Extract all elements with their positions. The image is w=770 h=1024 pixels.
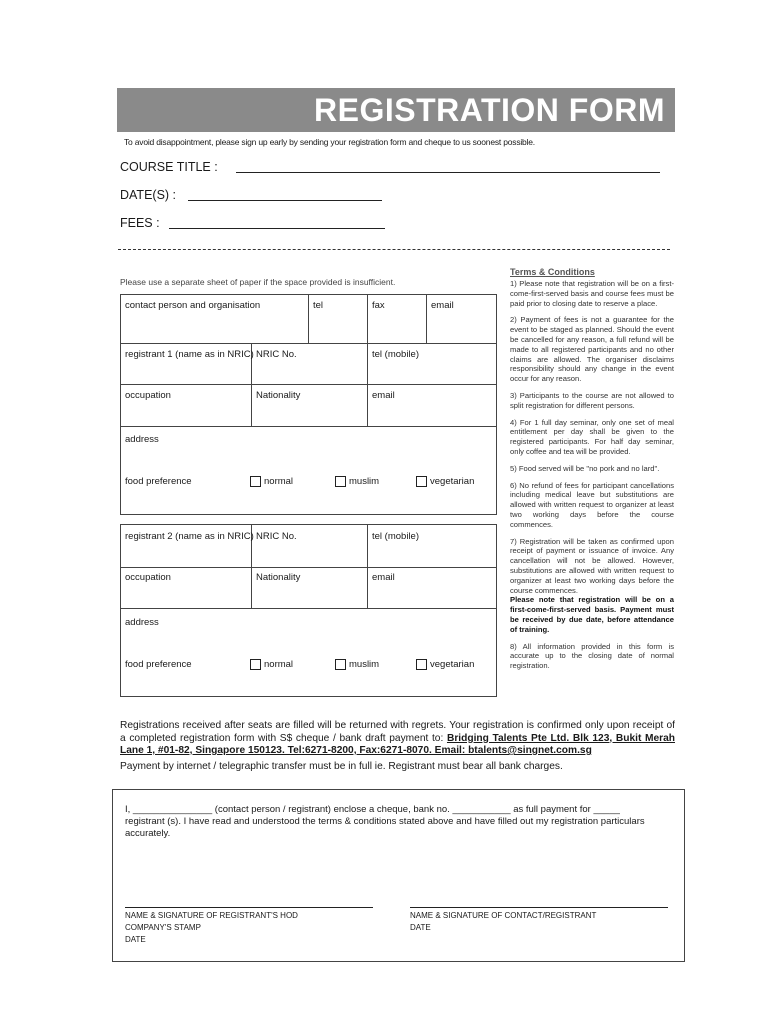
registrant-2-normal-checkbox[interactable]: [250, 659, 261, 670]
registrant-2-name-label: registrant 2 (name as in NRIC): [125, 531, 254, 542]
cut-line: [118, 249, 670, 250]
registrant-2-occupation-label: occupation: [125, 572, 171, 583]
registrant-2-mobile-label: tel (mobile): [372, 531, 419, 542]
registrant-2-muslim-label: muslim: [349, 659, 380, 670]
term-7-bold: Please note that registration will be on a first-come-first-served basis. Payment must be received by due date, before attendance of training.: [510, 595, 674, 634]
registrant-1-nationality-label: Nationality: [256, 390, 301, 401]
registrant-2-email-label: email: [372, 572, 395, 583]
registrant-2-box: [120, 524, 497, 697]
registrant-1-muslim-label: muslim: [349, 476, 380, 487]
registrant-2-nric-label: NRIC No.: [256, 531, 297, 542]
sheet-note: Please use a separate sheet of paper if the space provided is insufficient.: [120, 277, 396, 287]
registrant-1-vegetarian-label: vegetarian: [430, 476, 475, 487]
contact-email-label: email: [431, 300, 454, 311]
terms-column: [510, 267, 674, 678]
title-banner: [117, 88, 675, 132]
registrant-1-email-label: email: [372, 390, 395, 401]
payment-paragraph: [120, 720, 675, 758]
term-2: 2) Payment of fees is not a guarantee for the event to be staged as planned. Should the event be cancelled for any reason, a full refund will be made to all registered participants and no other claims are allowed. The organiser disclaims responsibility should any change in the event occur for any reason.: [510, 315, 674, 384]
dates-label: DATE(S) :: [120, 188, 177, 202]
term-5: 5) Food served will be "no pork and no lard".: [510, 463, 660, 473]
fees-line[interactable]: [169, 228, 385, 229]
term-3: 3) Participants to the course are not allowed to split registration for different persons.: [510, 390, 674, 410]
contact-name-label: NAME & SIGNATURE OF CONTACT/REGISTRANT: [410, 911, 597, 920]
registrant-2-vegetarian-label: vegetarian: [430, 659, 475, 670]
contact-tel-label: tel: [313, 300, 324, 311]
declaration-box: [112, 789, 685, 962]
registrant-1-box: [120, 343, 497, 515]
fees-label: FEES :: [120, 216, 160, 230]
registrant-1-food-label: food preference: [125, 476, 192, 487]
registrant-1-nric-label: NRIC No.: [256, 349, 297, 360]
form-title: REGISTRATION FORM: [314, 92, 665, 128]
term-7: 7) Registration will be taken as confirmed upon receipt of payment or issuance of invoice. Any cancellation will not be allowed. However, substitutions are allowed with written request to organizer at least two working days before the course commences.: [510, 536, 674, 595]
registrant-2-nationality-label: Nationality: [256, 572, 301, 583]
registrant-2-normal-label: normal: [264, 659, 294, 670]
hod-stamp-label: COMPANY'S STAMP: [125, 923, 201, 932]
registrant-1-normal-checkbox[interactable]: [250, 476, 261, 487]
term-6: 6) No refund of fees for participant cancellations including medical leave but substitutions are allowed with written request to organizer at least two working days before the course commences.: [510, 480, 674, 529]
contact-person-label: contact person and organisation: [125, 300, 261, 311]
payment-transfer-note: Payment by internet / telegraphic transfer must be in full ie. Registrant must bear all bank charges.: [120, 761, 563, 772]
payment-text: Registrations received after seats are filled will be returned with regrets. Your registration is confirmed only upon receipt of a completed registration form with S$ cheque / bank draft payment to:: [120, 720, 675, 744]
terms-heading: Terms & Conditions: [510, 267, 595, 277]
dates-line[interactable]: [188, 200, 382, 201]
registrant-2-vegetarian-checkbox[interactable]: [416, 659, 427, 670]
declaration-text: I, _______________ (contact person / registrant) enclose a cheque, bank no. ___________ as full payment for _____ registrant (s). I have read and understood the terms & conditions stated above and have filled out my registration particulars accurately.: [125, 804, 645, 839]
registrant-2-food-label: food preference: [125, 659, 192, 670]
registrant-1-vegetarian-checkbox[interactable]: [416, 476, 427, 487]
registrant-1-occupation-label: occupation: [125, 390, 171, 401]
contact-box: [120, 294, 497, 344]
hod-name-label: NAME & SIGNATURE OF REGISTRANT'S HOD: [125, 911, 298, 920]
registrant-1-muslim-checkbox[interactable]: [335, 476, 346, 487]
hod-signature-line[interactable]: [125, 907, 373, 908]
course-title-line[interactable]: [236, 172, 660, 173]
term-1: 1) Please note that registration will be on a first-come-first-served basis and course fees must be paid prior to closing date to reserve a place.: [510, 279, 674, 308]
contact-fax-label: fax: [372, 300, 385, 311]
registrant-1-mobile-label: tel (mobile): [372, 349, 419, 360]
registrant-1-name-label: registrant 1 (name as in NRIC): [125, 349, 254, 360]
course-title-label: COURSE TITLE :: [120, 160, 218, 174]
contact-signature-line[interactable]: [410, 907, 668, 908]
term-8: 8) All information provided in this form is accurate up to the closing date of normal registration.: [510, 641, 674, 671]
intro-text: To avoid disappointment, please sign up early by sending your registration form and cheque to us soonest possible.: [124, 137, 535, 147]
contact-date-label: DATE: [410, 923, 431, 932]
registrant-1-address-label: address: [125, 434, 159, 445]
company-address: Bridging Talents Pte Ltd. Blk 123, Bukit Merah Lane 1, #01-82, Singapore 150123. Tel:6271-8200, Fax:6271-8070. Email: btalents@singnet.com.sg: [120, 732, 675, 756]
registrant-2-address-label: address: [125, 617, 159, 628]
registrant-2-muslim-checkbox[interactable]: [335, 659, 346, 670]
hod-date-label: DATE: [125, 935, 146, 944]
term-4: 4) For 1 full day seminar, only one set of meal entitlement per day shall be given to the registered participants. For half day seminar, only coffee and tea will be provided.: [510, 417, 674, 456]
registrant-1-normal-label: normal: [264, 476, 294, 487]
